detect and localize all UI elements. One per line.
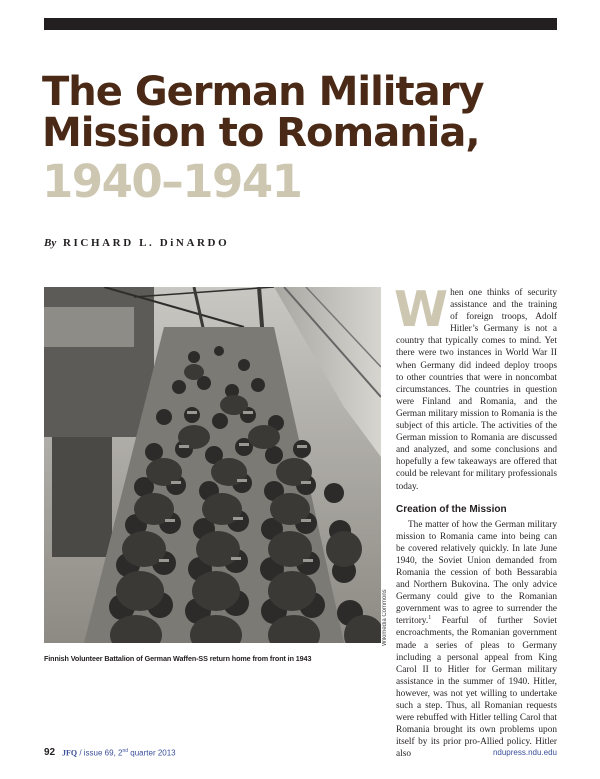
footnote-marker[interactable]: 1 — [428, 615, 432, 622]
top-rule — [44, 18, 557, 30]
body-column — [394, 281, 557, 760]
journal-issue — [62, 748, 176, 758]
photo-caption: Finnish Volunteer Battalion of German Waffen-SS return home from front in 1943 — [44, 654, 312, 663]
byline-prefix: By — [44, 237, 57, 249]
article-title — [42, 69, 562, 156]
photo-credit: Wikimedia Commons — [382, 589, 388, 646]
issue-ordinal: nd — [122, 748, 129, 754]
title-years: 1940–1941 — [42, 155, 302, 208]
byline — [44, 237, 229, 249]
section-heading: Creation of the Mission — [396, 503, 507, 515]
issue-suffix: quarter 2013 — [128, 748, 176, 758]
troops-photo — [44, 287, 381, 643]
title-line-1: The German Military — [42, 69, 484, 115]
journal-name: JFQ — [62, 748, 78, 758]
section-text-b: Fearful of further Soviet encroachments, the Romanian government made a series of pleas to Germany including a personal appeal from King Carol II to Hitler for German military assistance in the summer of 1940. Hitler, however, was not yet willing to undertake such a step. Thus, all Romanian requests were rebuffed with Hitler telling Carol that Romania brought its own problems upon itself by its prior pro-Allied policy. Hitler also — [396, 616, 557, 760]
author-name: RICHARD L. DiNARDO — [62, 237, 230, 249]
intro-text: hen one thinks of security assistance and the training of foreign troops, Adolf Hitler’s Germany is not a country that typically comes to mind. Yet there were two instances in World War II when Germany did indeed deploy troops to other countries that were in noncombat circumstances. The countries in question were Finland and Romania, and the German military mission to Romania is the subject of this article. The activities of the German mission to Romania are discussed and analyzed, and some conclusions and hopefully a few takeaways are offered that could be relevant for military professionals today. — [396, 288, 557, 492]
title-line-2: Mission to Romania, — [42, 110, 480, 156]
article-photo — [44, 287, 381, 643]
website-link[interactable]: ndupress.ndu.edu — [492, 748, 557, 757]
page-number: 92 — [44, 747, 56, 758]
drop-cap: W — [394, 281, 447, 338]
page-footer — [44, 747, 557, 761]
section-text-a: The matter of how the German military mission to Romania came into being can be covered relatively quickly. In late June 1940, the Soviet Union demanded from Romania the cession of both Bessarabia and Northern Bukovina. The only advice Germany could give to the Romanian government was to agree to surrender the territory. — [396, 519, 557, 627]
section-paragraph — [396, 519, 557, 761]
intro-paragraph — [394, 281, 557, 493]
issue-prefix: / issue 69, 2 — [77, 748, 123, 758]
